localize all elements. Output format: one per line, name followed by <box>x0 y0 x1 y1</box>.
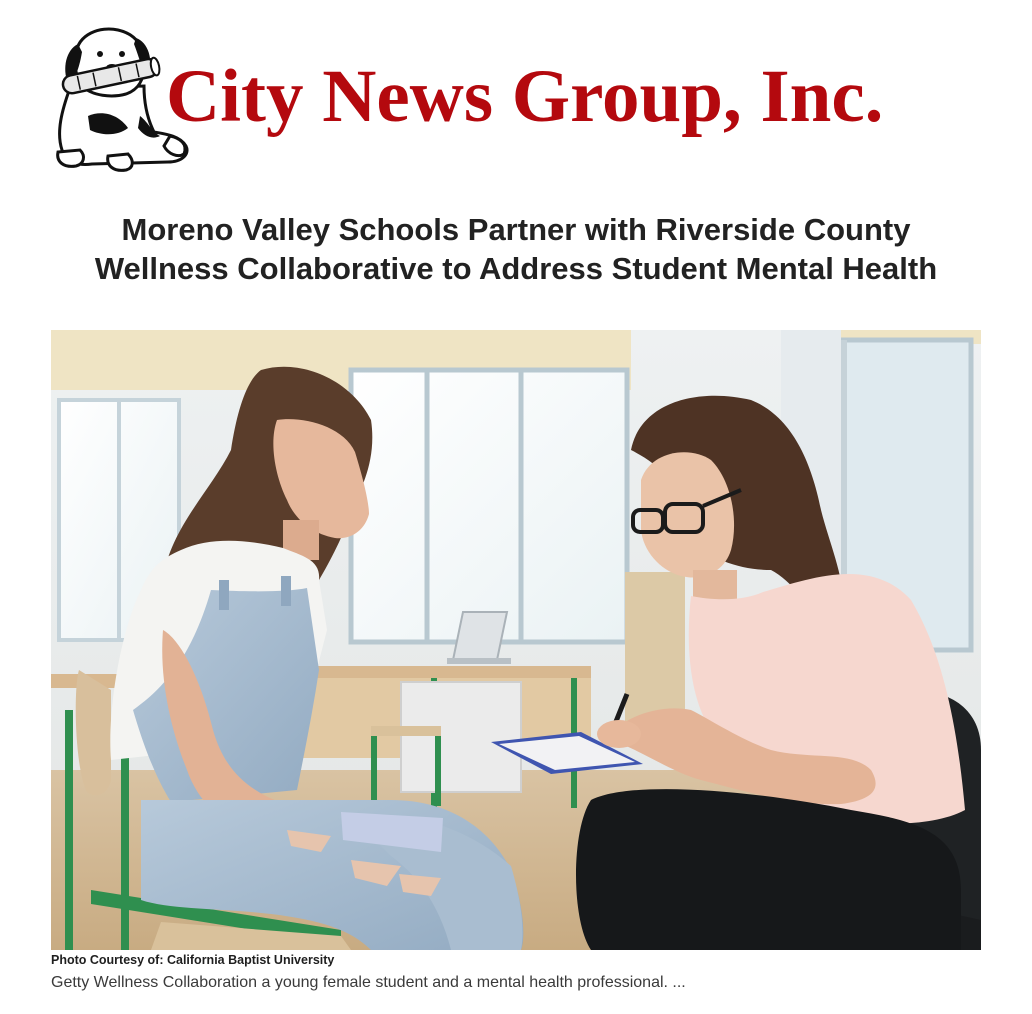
classroom-scene-image <box>51 330 981 950</box>
headline-line-1: Moreno Valley Schools Partner with Riverside County <box>121 212 911 247</box>
headline-line-2: Wellness Collaborative to Address Student Mental Health <box>94 251 938 286</box>
photo-caption: Getty Wellness Collaboration a young female student and a mental health professional. ... <box>51 974 686 991</box>
brand-name[interactable]: City News Group, Inc. <box>166 55 884 138</box>
masthead <box>48 24 978 174</box>
photo-credit: Photo Courtesy of: California Baptist University <box>51 953 335 967</box>
article-photo <box>51 330 981 950</box>
article-headline[interactable] <box>40 210 992 288</box>
